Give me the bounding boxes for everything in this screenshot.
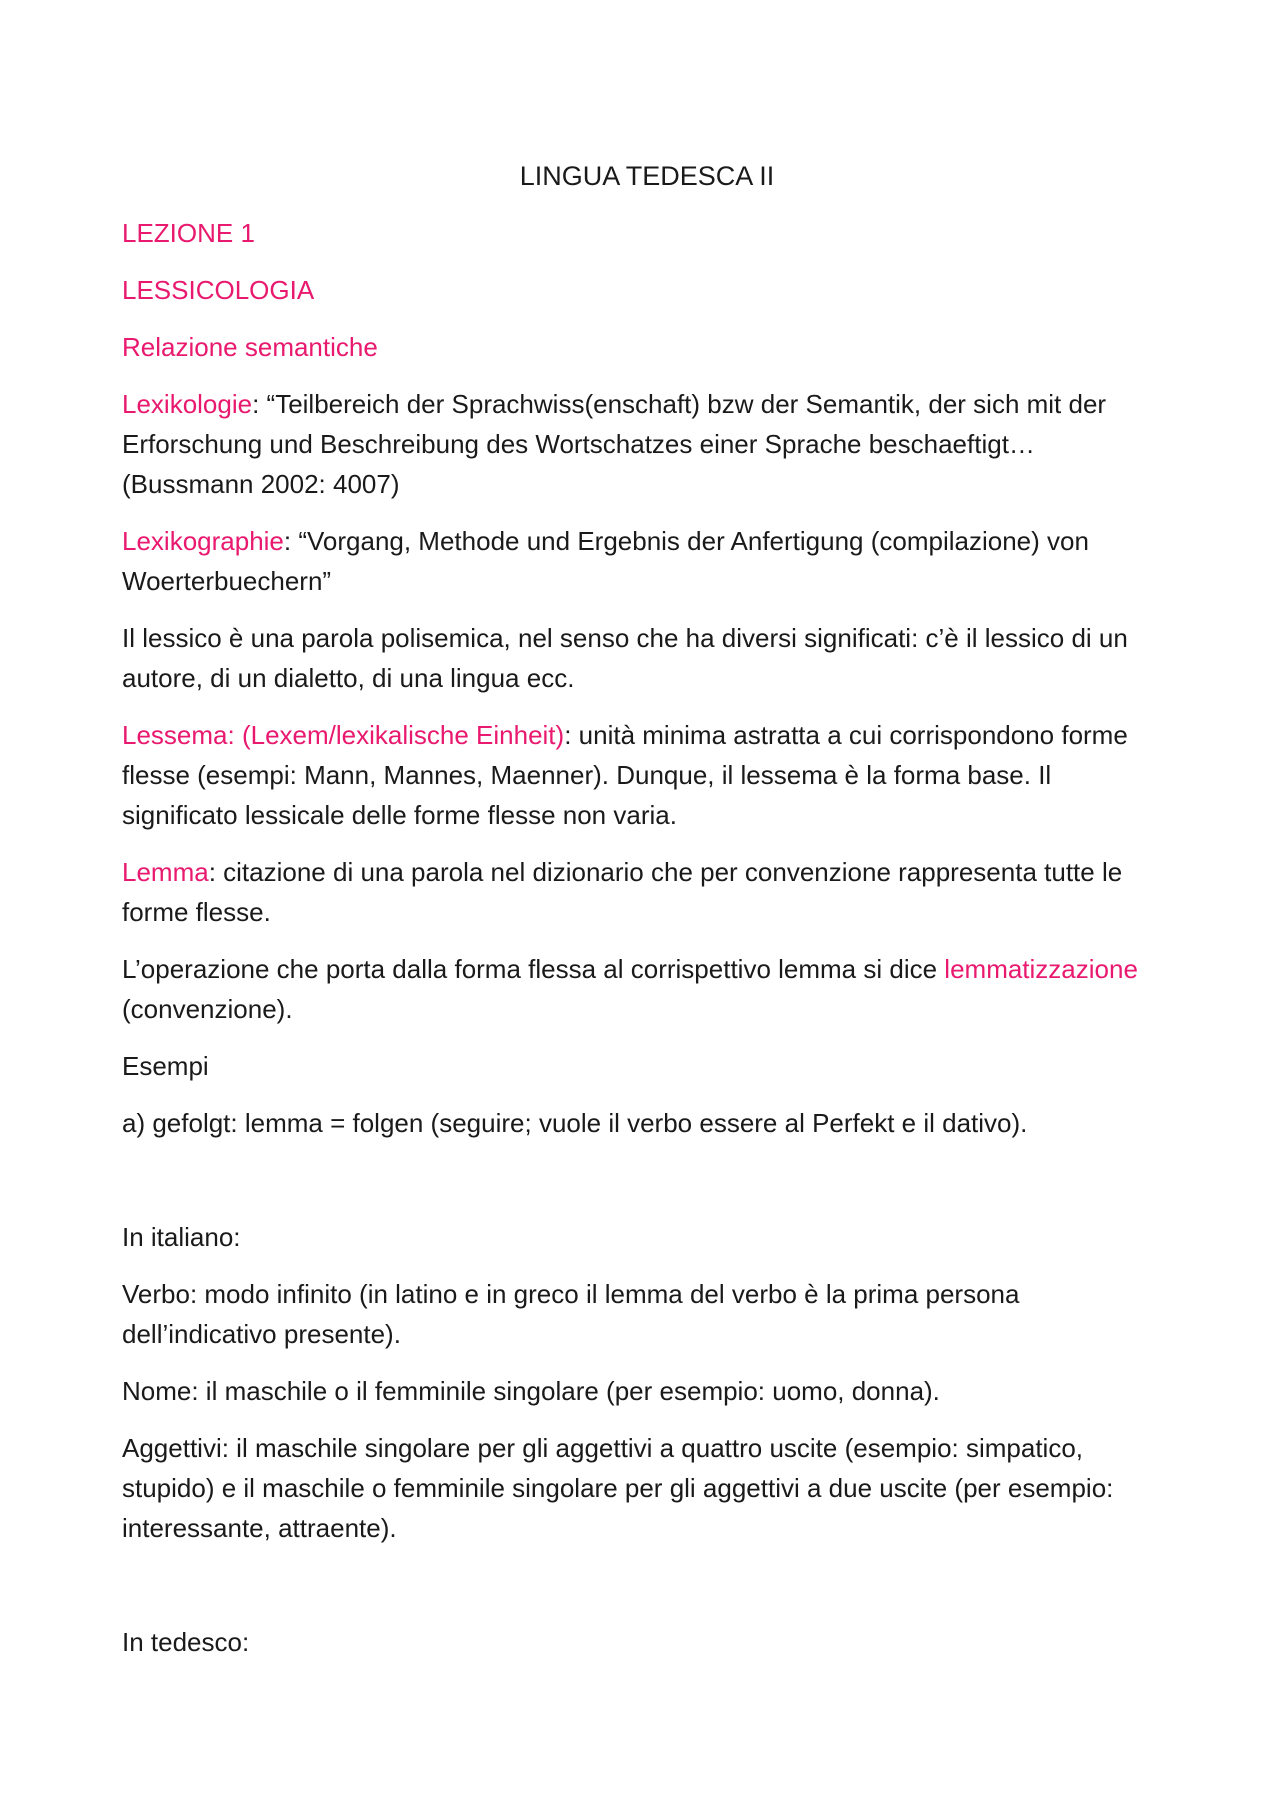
paragraph-verbo: Verbo: modo infinito (in latino e in greco il lemma del verbo è la prima persona dell’indicativo presente). (122, 1279, 1020, 1349)
paragraph-lessico: Il lessico è una parola polisemica, nel senso che ha diversi significati: c’è il lessico di un autore, di un dialetto, di una lingua ecc. (122, 623, 1128, 693)
term-lexikographie: Lexikographie (122, 526, 284, 556)
paragraph-lemmatizzazione (122, 949, 1162, 1029)
example-a: a) gefolgt: lemma = folgen (seguire; vuole il verbo essere al Perfekt e il dativo). (122, 1108, 1028, 1138)
paragraph-nome: Nome: il maschile o il femminile singolare (per esempio: uomo, donna). (122, 1376, 940, 1406)
paragraph-lexikographie (122, 521, 1162, 601)
blank-line (122, 1160, 1162, 1217)
section-heading: LESSICOLOGIA (122, 275, 315, 305)
lesson-heading: LEZIONE 1 (122, 218, 255, 248)
paragraph-lessema (122, 715, 1162, 835)
paragraph-aggettivi: Aggettivi: il maschile singolare per gli aggettivi a quattro uscite (esempio: simpatico, stupido) e il maschile o femminile singolare per gli aggettivi a due uscite (per esempio: interessante, attraente). (122, 1433, 1114, 1543)
term-lemma: Lemma (122, 857, 209, 887)
blank-line (122, 1565, 1162, 1622)
paragraph-lemma (122, 852, 1162, 932)
label-in-tedesco: In tedesco: (122, 1627, 250, 1657)
definition-lessema: : unità minima astratta a cui corrispondono forme flesse (esempi: Mann, Mannes, Maenner). Dunque, il lessema è la forma base. Il significato lessicale delle forme flesse non varia. (122, 720, 1128, 830)
label-in-italiano: In italiano: (122, 1222, 241, 1252)
paragraph-lexikologie (122, 384, 1162, 504)
term-lexikologie: Lexikologie (122, 389, 253, 419)
document-page (122, 156, 1162, 1679)
text-convenzione: (convenzione). (122, 994, 293, 1024)
definition-lemma: : citazione di una parola nel dizionario che per convenzione rappresenta tutte le forme flesse. (122, 857, 1123, 927)
term-lessema: Lessema: (Lexem/lexikalische Einheit) (122, 720, 565, 750)
label-esempi: Esempi (122, 1051, 209, 1081)
subsection-heading: Relazione semantiche (122, 332, 378, 362)
definition-lexikographie: : “Vorgang, Methode und Ergebnis der Anfertigung (compilazione) von Woerterbuechern” (122, 526, 1089, 596)
text-operazione: L’operazione che porta dalla forma flessa al corrispettivo lemma si dice (122, 954, 945, 984)
definition-lexikologie: : “Teilbereich der Sprachwiss(enschaft) bzw der Semantik, der sich mit der Erforschung und Beschreibung des Wortschatzes einer Sprache beschaeftigt… (Bussmann 2002: 4007) (122, 389, 1107, 499)
term-lemmatizzazione: lemmatizzazione (944, 954, 1138, 984)
document-title: LINGUA TEDESCA II (519, 161, 775, 191)
